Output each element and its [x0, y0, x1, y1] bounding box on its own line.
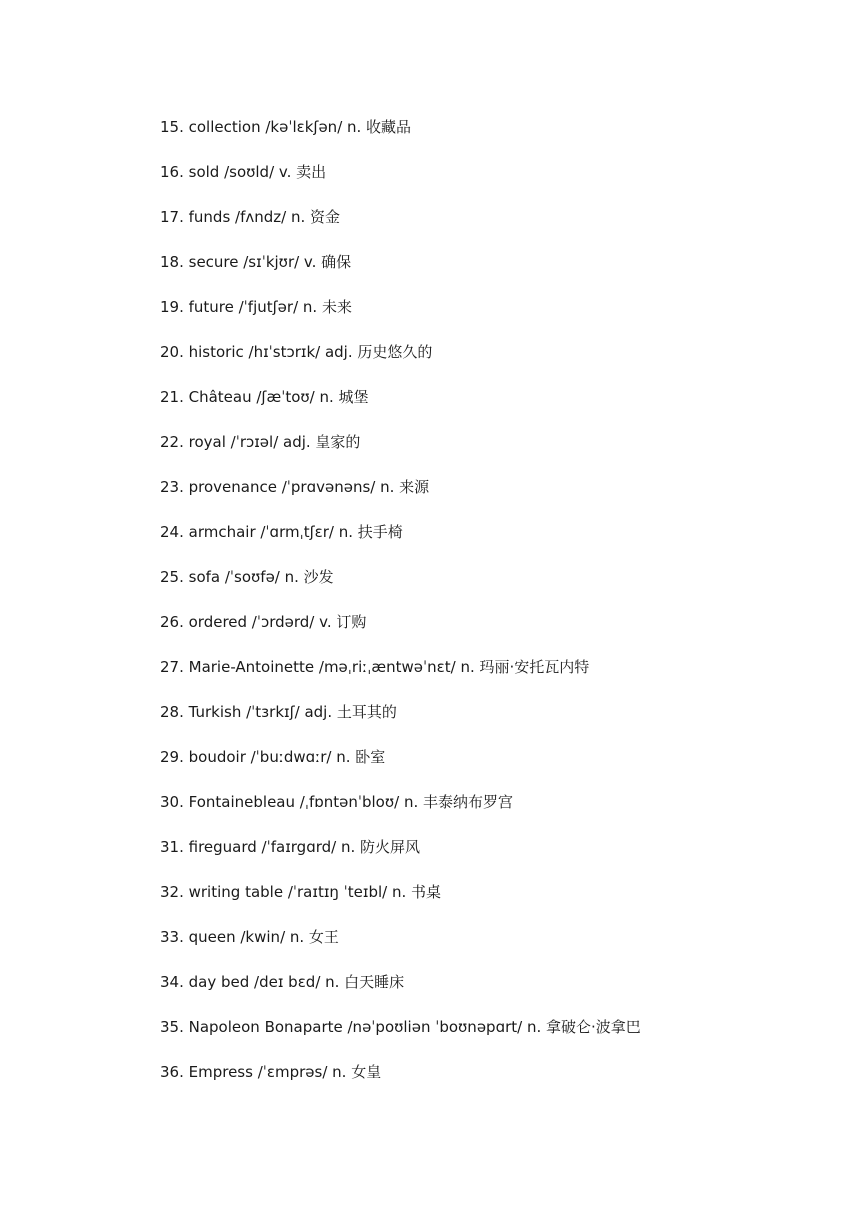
vocab-entry-23 [160, 475, 820, 520]
vocab-entry-33 [160, 925, 820, 970]
vocab-entry-text: 21. Château /ʃæˈtoʊ/ n. 城堡 [160, 388, 369, 406]
vocab-entry-text: 36. Empress /ˈɛmprəs/ n. 女皇 [160, 1063, 382, 1081]
vocab-entry-16 [160, 160, 820, 205]
vocab-entry-22 [160, 430, 820, 475]
vocab-entry-18 [160, 250, 820, 295]
vocab-entry-17 [160, 205, 820, 250]
vocab-entry-text: 30. Fontainebleau /ˌfɒntənˈbloʊ/ n. 丰泰纳布罗宫 [160, 793, 513, 811]
vocab-entry-text: 20. historic /hɪˈstɔrɪk/ adj. 历史悠久的 [160, 343, 433, 361]
vocab-entry-24 [160, 520, 820, 565]
vocab-entry-36 [160, 1060, 820, 1105]
vocab-entry-34 [160, 970, 820, 1015]
vocab-entry-text: 28. Turkish /ˈtɜrkɪʃ/ adj. 土耳其的 [160, 703, 397, 721]
vocab-entry-30 [160, 790, 820, 835]
vocab-entry-text: 24. armchair /ˈɑrmˌtʃɛr/ n. 扶手椅 [160, 523, 403, 541]
vocab-entry-27 [160, 655, 820, 700]
vocab-entry-text: 27. Marie-Antoinette /məˌriːˌæntwəˈnɛt/ n. 玛丽·安托瓦内特 [160, 658, 590, 676]
vocab-entry-text: 35. Napoleon Bonaparte /nəˈpoʊliən ˈboʊnəpɑrt/ n. 拿破仑·波拿巴 [160, 1018, 641, 1036]
vocab-entry-20 [160, 340, 820, 385]
vocab-entry-text: 34. day bed /deɪ bɛd/ n. 白天睡床 [160, 973, 405, 991]
vocab-entry-text: 31. fireguard /ˈfaɪrgɑrd/ n. 防火屏风 [160, 838, 421, 856]
vocab-entry-29 [160, 745, 820, 790]
vocab-entry-21 [160, 385, 820, 430]
vocab-entry-28 [160, 700, 820, 745]
vocab-entry-text: 26. ordered /ˈɔrdərd/ v. 订购 [160, 613, 367, 631]
vocabulary-list [160, 115, 820, 1105]
vocab-entry-31 [160, 835, 820, 880]
vocab-entry-text: 22. royal /ˈrɔɪəl/ adj. 皇家的 [160, 433, 361, 451]
vocab-entry-15 [160, 115, 820, 160]
vocab-entry-19 [160, 295, 820, 340]
vocab-entry-text: 33. queen /kwin/ n. 女王 [160, 928, 339, 946]
vocab-entry-text: 23. provenance /ˈprɑvənəns/ n. 来源 [160, 478, 430, 496]
vocab-entry-text: 32. writing table /ˈraɪtɪŋ ˈteɪbl/ n. 书桌 [160, 883, 442, 901]
vocab-entry-35 [160, 1015, 820, 1060]
vocab-entry-26 [160, 610, 820, 655]
vocab-entry-text: 25. sofa /ˈsoʊfə/ n. 沙发 [160, 568, 334, 586]
vocab-entry-text: 29. boudoir /ˈbuːdwɑːr/ n. 卧室 [160, 748, 386, 766]
vocab-entry-text: 16. sold /soʊld/ v. 卖出 [160, 163, 327, 181]
vocab-entry-text: 18. secure /sɪˈkjʊr/ v. 确保 [160, 253, 352, 271]
vocab-entry-text: 17. funds /fʌndz/ n. 资金 [160, 208, 341, 226]
vocab-entry-text: 19. future /ˈfjutʃər/ n. 未来 [160, 298, 352, 316]
vocab-entry-text: 15. collection /kəˈlɛkʃən/ n. 收藏品 [160, 118, 412, 136]
vocab-entry-25 [160, 565, 820, 610]
vocab-entry-32 [160, 880, 820, 925]
